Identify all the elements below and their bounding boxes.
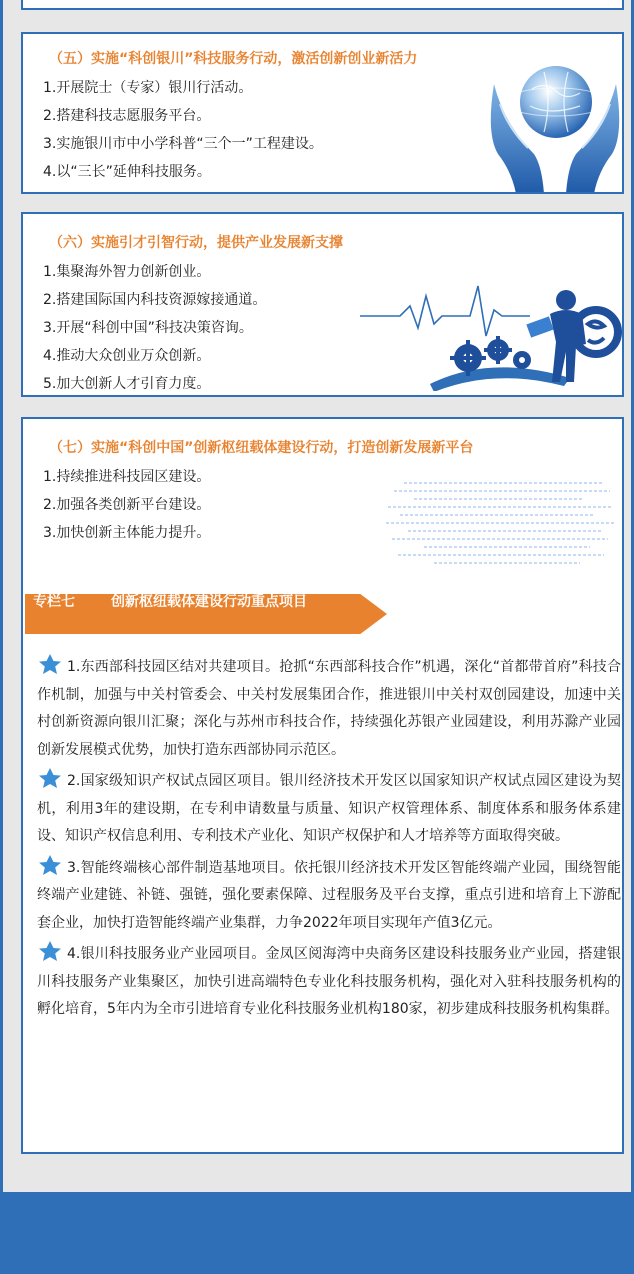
globe-hands-illustration: [490, 44, 620, 194]
left-frame-line: [0, 0, 3, 1192]
column-label: 专栏七: [33, 594, 75, 610]
list-item: 5.加大创新人才引育力度。: [43, 376, 211, 392]
project-item-4: 4.银川科技服务业产业园项目。金凤区阅海湾中央商务区建设科技服务业产业园，搭建银川科技服务产业集聚区，加快引进高端特色专业化科技服务机构，强化对入驻科技服务机构的孵化培育，5年内为全市引进培育专业化科技服务业机构180家，初步建成科技服务机构集群。: [37, 941, 621, 1024]
list-item: 1.集聚海外智力创新创业。: [43, 264, 211, 280]
section-5-list: [43, 74, 323, 186]
list-item: 1.持续推进科技园区建设。: [43, 469, 211, 485]
businessman-gears-illustration: [360, 266, 622, 391]
section-7-list: [43, 463, 210, 547]
section-6-card: [21, 212, 624, 397]
list-item: 2.搭建国际国内科技资源嫁接通道。: [43, 292, 267, 308]
list-item: 2.加强各类创新平台建设。: [43, 497, 211, 513]
project-item-3: 3.智能终端核心部件制造基地项目。依托银川经济技术开发区智能终端产业园，围绕智能终端产业建链、补链、强链，强化要素保障、过程服务及平台支撑，重点引进和培育上下游配套企业，加快打造智能终端产业集群，力争2022年项目实现年产值3亿元。: [37, 855, 621, 938]
list-item: 4.推动大众创业万众创新。: [43, 348, 211, 364]
column-banner-text: [33, 582, 307, 622]
section-5-title: （五）实施“科创银川”科技服务行动，激活创新创业新活力: [49, 51, 418, 67]
project-item-2: 2.国家级知识产权试点园区项目。银川经济技术开发区以国家知识产权试点园区建设为契机，利用3年的建设期，在专利申请数量与质量、知识产权管理体系、制度体系和服务体系建设、知识产权信息利用、专利技术产业化、知识产权保护和人才培养等方面取得突破。: [37, 768, 621, 851]
section-7-card: [21, 417, 624, 582]
section-7-title: （七）实施“科创中国”创新枢纽载体建设行动，打造创新发展新平台: [49, 440, 474, 456]
section-6-list: [43, 258, 266, 397]
project-list: [37, 654, 621, 1028]
column-title: 创新枢纽载体建设行动重点项目: [111, 594, 307, 610]
list-item: 3.开展“科创中国”科技决策咨询。: [43, 320, 253, 336]
section-5-card: [21, 32, 624, 194]
star-icon: [37, 855, 63, 875]
list-item: 2.搭建科技志愿服务平台。: [43, 108, 211, 124]
section-6-title: （六）实施引才引智行动，提供产业发展新支撑: [49, 235, 343, 251]
star-icon: [37, 941, 63, 961]
star-icon: [37, 654, 63, 674]
previous-section-card: [21, 0, 624, 10]
star-icon: [37, 768, 63, 788]
list-item: 3.实施银川市中小学科普“三个一”工程建设。: [43, 136, 323, 152]
list-item: 3.加快创新主体能力提升。: [43, 525, 211, 541]
list-item: 4.以“三长”延伸科技服务。: [43, 164, 211, 180]
list-item: 1.开展院士（专家）银川行活动。: [43, 80, 253, 96]
column-panel: [21, 582, 624, 1154]
footer-bar: [0, 1192, 634, 1274]
project-item-1: 1.东西部科技园区结对共建项目。抢抓“东西部科技合作”机遇，深化“首都带首府”科技合作机制，加强与中关村管委会、中关村发展集团合作，推进银川中关村双创园建设，加速中关村创新资源向银川汇聚；深化与苏州市科技合作，持续强化苏银产业园建设，利用苏滁产业园创新发展模式优势，加快打造东西部协同示范区。: [37, 654, 621, 764]
data-lines-illustration: [384, 479, 616, 569]
